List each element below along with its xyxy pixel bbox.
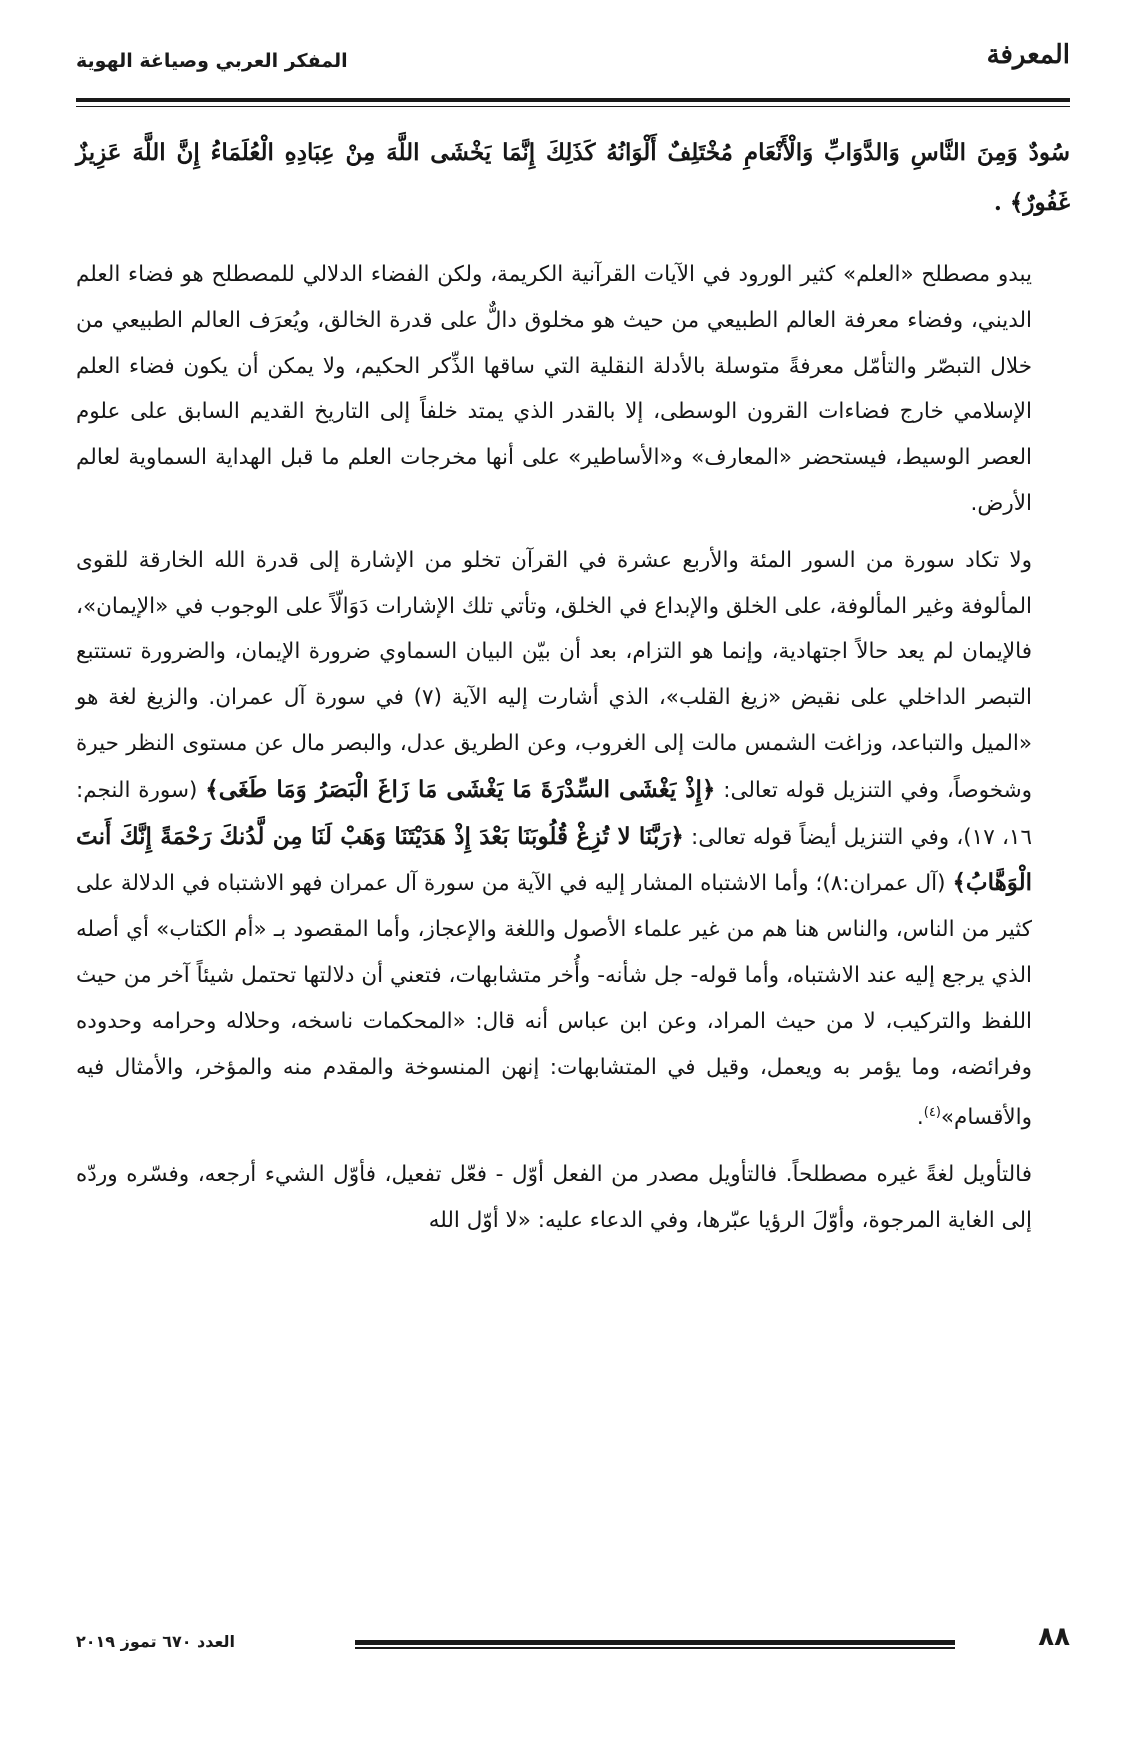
paragraph-2 (76, 538, 1070, 1142)
paragraph-2-end: . (916, 1105, 924, 1131)
header-divider-thin (76, 106, 1070, 107)
paragraph-2-text-b: (سورة النجم: ١٦، ١٧)، وفي التنزيل أيضاً قوله تعالى: (76, 777, 1033, 850)
paragraph-2-text-a: ولا تكاد سورة من السور المئة والأربع عشرة في القرآن تخلو من الإشارة إلى قدرة الله الخارقة للقوى المألوفة وغير المألوفة، على الخلق والإبداع في الخلق، وتأتي تلك الإشارات دَوَالّاً على الوجوب في «الإيمان»، فالإيمان لم يعد حالاً اجتهادية، وإنما هو التزام، بعد أن بيّن البيان السماوي ضرورة الإيمان، والضرورة تستتبع التبصر الداخلي على نقيض «زيغ القلب»، الذي أشارت إليه الآية (٧) في سورة آل عمران. والزيغ لغة هو «الميل والتباعد، وزاغت الشمس مالت إلى الغروب، وعن الطريق عدل، والبصر مال عن مستوى النظر حيرة وشخوصاً، وفي التنزيل قوله تعالى: (76, 547, 1032, 803)
issue-info: العدد ٦٧٠ تموز ٢٠١٩ (76, 1632, 236, 1651)
footer-divider (355, 1640, 955, 1645)
footer-divider-thin (355, 1647, 955, 1649)
running-title: المفكر العربي وصياغة الهوية (76, 50, 348, 72)
paragraph-2-text-c: (آل عمران:٨)؛ وأما الاشتباه المشار إليه في الآية من سورة آل عمران فهو الاشتباه في الدلالة على كثير من الناس، والناس هنا هم من غير علماء الأصول واللغة والإعجاز، وأما المقصود بـ «أم الكتاب» أي أصله الذي يرجع إليه عند الاشتباه، وأما قوله- جل شأنه- وأُخر متشابهات، فتعني أن دلالتها تحتمل شيئاً آخر من حيث اللفظ والتركيب، لا من حيث المراد، وعن ابن عباس أنه قال: «المحكمات ناسخه، وحلاله وحرامه وحدوده وفرائضه، وما يؤمر به ويعمل، وقيل في المتشابهات: إنهن المنسوخة والمقدم منه والمؤخر، والأمثال فيه والأقسام» (76, 871, 1032, 1131)
quran-verse-continuation: سُودٌ وَمِنَ النَّاسِ وَالدَّوَابِّ وَالْأَنْعَامِ مُخْتَلِفٌ أَلْوَانُهُ كَذَلِكَ إِنَّمَا يَخْشَى اللَّهَ مِنْ عِبَادِهِ الْعُلَمَاءُ إِنَّ اللَّهَ عَزِيزٌ غَفُورٌ﴾ . (76, 139, 1070, 216)
page-header (76, 40, 1070, 82)
article-body (76, 128, 1070, 1255)
header-divider (76, 98, 1070, 102)
paragraph-1: يبدو مصطلح «العلم» كثير الورود في الآيات القرآنية الكريمة، ولكن الفضاء الدلالي للمصطلح هو فضاء العلم الديني، وفضاء معرفة العالم الطبيعي من حيث هو مخلوق دالٌّ على قدرة الخالق، ويُعرَف العالم الطبيعي من خلال التبصّر والتأمّل معرفةً متوسلة بالأدلة النقلية التي ساقها الذِّكر الحكيم، ولا يمكن أن يكون فضاء العلم الإسلامي خارج فضاءات القرون الوسطى، إلا بالقدر الذي يمتد خلفاً إلى التاريخ القديم السابق على علوم العصر الوسيط، فيستحضر «المعارف» و«الأساطير» على أنها مخرجات العلم ما قبل الهداية السماوية لعالم الأرض. (76, 262, 1032, 516)
quran-verse-najm: ﴿إِذْ يَغْشَى السِّدْرَةَ مَا يَغْشَى مَا زَاغَ الْبَصَرُ وَمَا طَغَى﴾ (205, 775, 716, 803)
quran-verse-al-imran: ﴿رَبَّنَا لا تُزِغْ قُلُوبَنَا بَعْدَ إِذْ هَدَيْتَنَا وَهَبْ لَنَا مِن لَّدُنكَ رَحْمَةً إِنَّكَ أَنتَ الْوَهَّابُ﴾ (76, 822, 1032, 897)
paragraph-3: فالتأويل لغةً غيره مصطلحاً. فالتأويل مصدر من الفعل أوّل - فعّل تفعيل، فأوّل الشيء أرجعه، وفسّره وردّه إلى الغاية المرجوة، وأوّلَ الرؤيا عبّرها، وفي الدعاء عليه: «لا أوّل الله (76, 1162, 1032, 1234)
journal-logo: المعرفة (986, 40, 1070, 70)
page-number: ٨٨ (1038, 1622, 1070, 1652)
footnote-reference[interactable]: (٤) (923, 1105, 941, 1121)
